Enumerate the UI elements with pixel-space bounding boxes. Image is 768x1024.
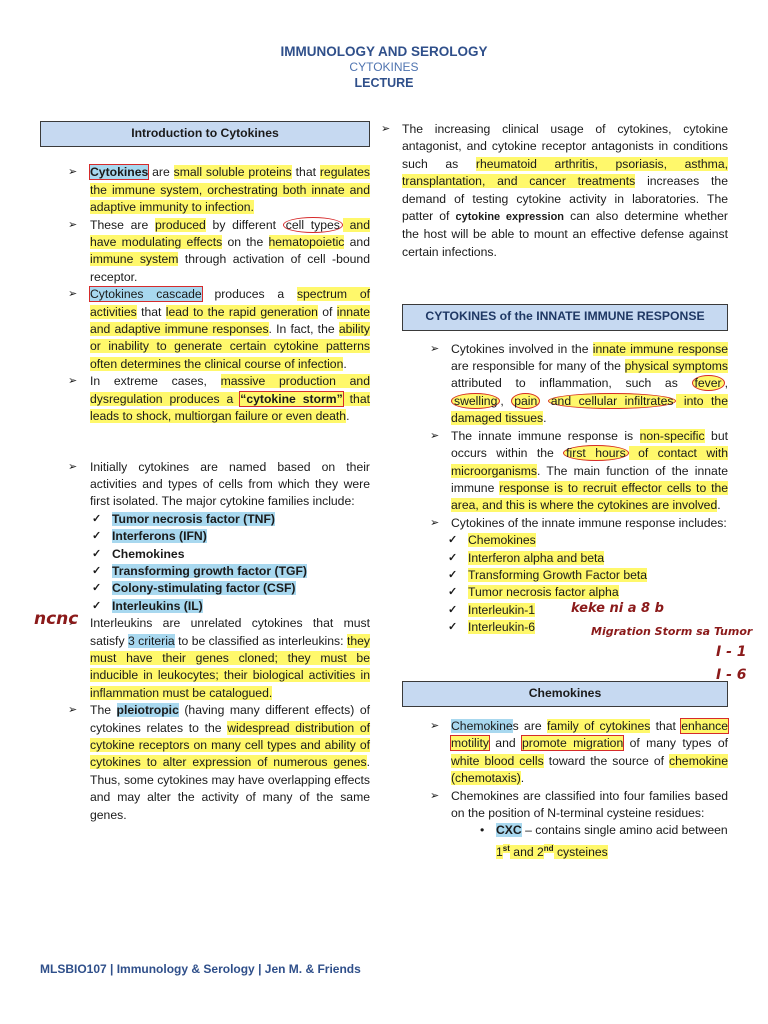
chemokines-bullet-list bbox=[402, 718, 728, 822]
list-item: ➢ Initially cytokines are named based on their activities and types of cells from which they were first isolated. The major cytokine families include: bbox=[40, 459, 370, 511]
author: Jen M. & Friends bbox=[264, 962, 361, 976]
document-lecture-label: LECTURE bbox=[354, 76, 414, 90]
handwritten-note: ncnc bbox=[34, 609, 79, 629]
page-header bbox=[0, 44, 768, 91]
document-title: IMMUNOLOGY AND SEROLOGY bbox=[280, 44, 488, 59]
list-item: ➢ Cytokines cascade produces a spectrum of activities that lead to the rapid generation of innate and adaptive immune responses. In fact, the ability or inability to generate certain cytokine patterns often determines the clinical course of infection. bbox=[40, 286, 370, 373]
chemokine-families-list bbox=[402, 822, 728, 861]
list-item: ➢ These are produced by different cell types and have modulating effects on the hematopoietic and immune system through activation of cell -bound receptor. bbox=[40, 217, 370, 287]
list-item: ➢ Cytokines are small soluble proteins that regulates the immune system, orchestrating both innate and adaptive immunity to infection. bbox=[40, 164, 370, 216]
left-column bbox=[40, 121, 370, 824]
innate-item: ✓ Interleukin-6 bbox=[396, 619, 728, 636]
page-footer: MLSBIO107 | Immunology & Serology | Jen M. & Friends bbox=[40, 962, 361, 976]
family-item: ✓ Tumor necrosis factor (TNF) bbox=[40, 511, 370, 528]
family-item: ✓ Transforming growth factor (TGF) bbox=[40, 563, 370, 580]
handwritten-note: keke ni a 8 b bbox=[571, 601, 664, 616]
list-item: ➢ In extreme cases, massive production and dysregulation produces a “cytokine storm” that leads to shock, multiorgan failure or even death. bbox=[40, 373, 370, 425]
innate-item: ✓ Transforming Growth Factor beta bbox=[396, 567, 728, 584]
document-subtitle: CYTOKINES bbox=[349, 60, 419, 74]
family-item: ✓ Colony-stimulating factor (CSF) bbox=[40, 580, 370, 597]
innate-item: ✓ Interferon alpha and beta bbox=[396, 550, 728, 567]
list-item: ➢ Cytokines of the innate immune response includes: bbox=[402, 515, 728, 532]
family-item: ✓ Interferons (IFN) bbox=[40, 528, 370, 545]
intro-continued-list bbox=[402, 121, 728, 261]
handwritten-note: Migration Storm sa Tumor bbox=[591, 625, 753, 638]
list-item: ➢ Interleukins are unrelated cytokines that must satisfy 3 criteria to be classified as interleukins: they must have their genes cloned; they must be inducible in leukocytes; their biological activities in inflammation must be catalogued. bbox=[40, 615, 370, 702]
innate-item: ✓ Chemokines bbox=[396, 532, 728, 549]
list-item: • CXC – contains single amino acid between 1st and 2nd cysteines bbox=[402, 822, 728, 861]
list-item: ➢ The pleiotropic (having many different effects) of cytokines relates to the widespread distribution of cytokine receptors on many cell types and ability of cytokines to alter expression of numerous genes. Thus, some cytokines may have overlapping effects and may alter the activity of many of the same genes. bbox=[40, 702, 370, 824]
innate-item: ✓ Tumor necrosis factor alpha bbox=[396, 584, 728, 601]
section-title-intro: Introduction to Cytokines bbox=[40, 121, 370, 147]
cytokine-families-list bbox=[40, 511, 370, 615]
families-bullet-list bbox=[40, 459, 370, 511]
list-item: ➢ Cytokines involved in the innate immune response are responsible for many of the physical symptoms attributed to inflammation, such as fever , swelling , pain and cellular infiltrates into the damaged tissues. bbox=[402, 341, 728, 428]
section-title-chemokines: Chemokines bbox=[402, 681, 728, 707]
handwritten-note: I - 6 bbox=[716, 667, 747, 683]
family-item: ✓ Interleukins (IL) bbox=[40, 598, 370, 615]
list-item: ➢ Chemokines are family of cytokines that enhance motility and promote migration of many types of white blood cells toward the source of chemokine (chemotaxis). bbox=[402, 718, 728, 788]
interleukin-bullet-list bbox=[40, 615, 370, 824]
family-item: ✓ Chemokines bbox=[40, 546, 370, 563]
handwritten-note: I - 1 bbox=[716, 644, 747, 660]
list-item: ➢ The increasing clinical usage of cytokines, cytokine antagonist, and cytokine receptor antagonists in conditions such as rheumatoid arthritis, psoriasis, asthma, transplantation, and cancer treatments increases the demand of testing cytokine activity in laboratories. The patter of cytokine expression can also determine whether the host will be able to mount an effective defense against certain infections. bbox=[353, 121, 728, 261]
list-item: ➢ Chemokines are classified into four families based on the position of N-terminal cysteine residues: bbox=[402, 788, 728, 823]
list-item: ➢ The innate immune response is non-specific but occurs within the first hours of contact with microorganisms. The main function of the innate immune response is to recruit effector cells to the area, and this is where the cytokines are involved. bbox=[402, 428, 728, 515]
innate-item: ✓ Interleukin-1 bbox=[396, 602, 728, 619]
course-name: Immunology & Serology bbox=[116, 962, 255, 976]
innate-cytokines-list bbox=[396, 532, 728, 636]
intro-bullet-list bbox=[40, 164, 370, 425]
course-code: MLSBIO107 bbox=[40, 962, 107, 976]
section-title-innate: CYTOKINES of the INNATE IMMUNE RESPONSE bbox=[402, 304, 728, 330]
right-column bbox=[402, 121, 728, 861]
innate-bullet-list bbox=[402, 341, 728, 532]
